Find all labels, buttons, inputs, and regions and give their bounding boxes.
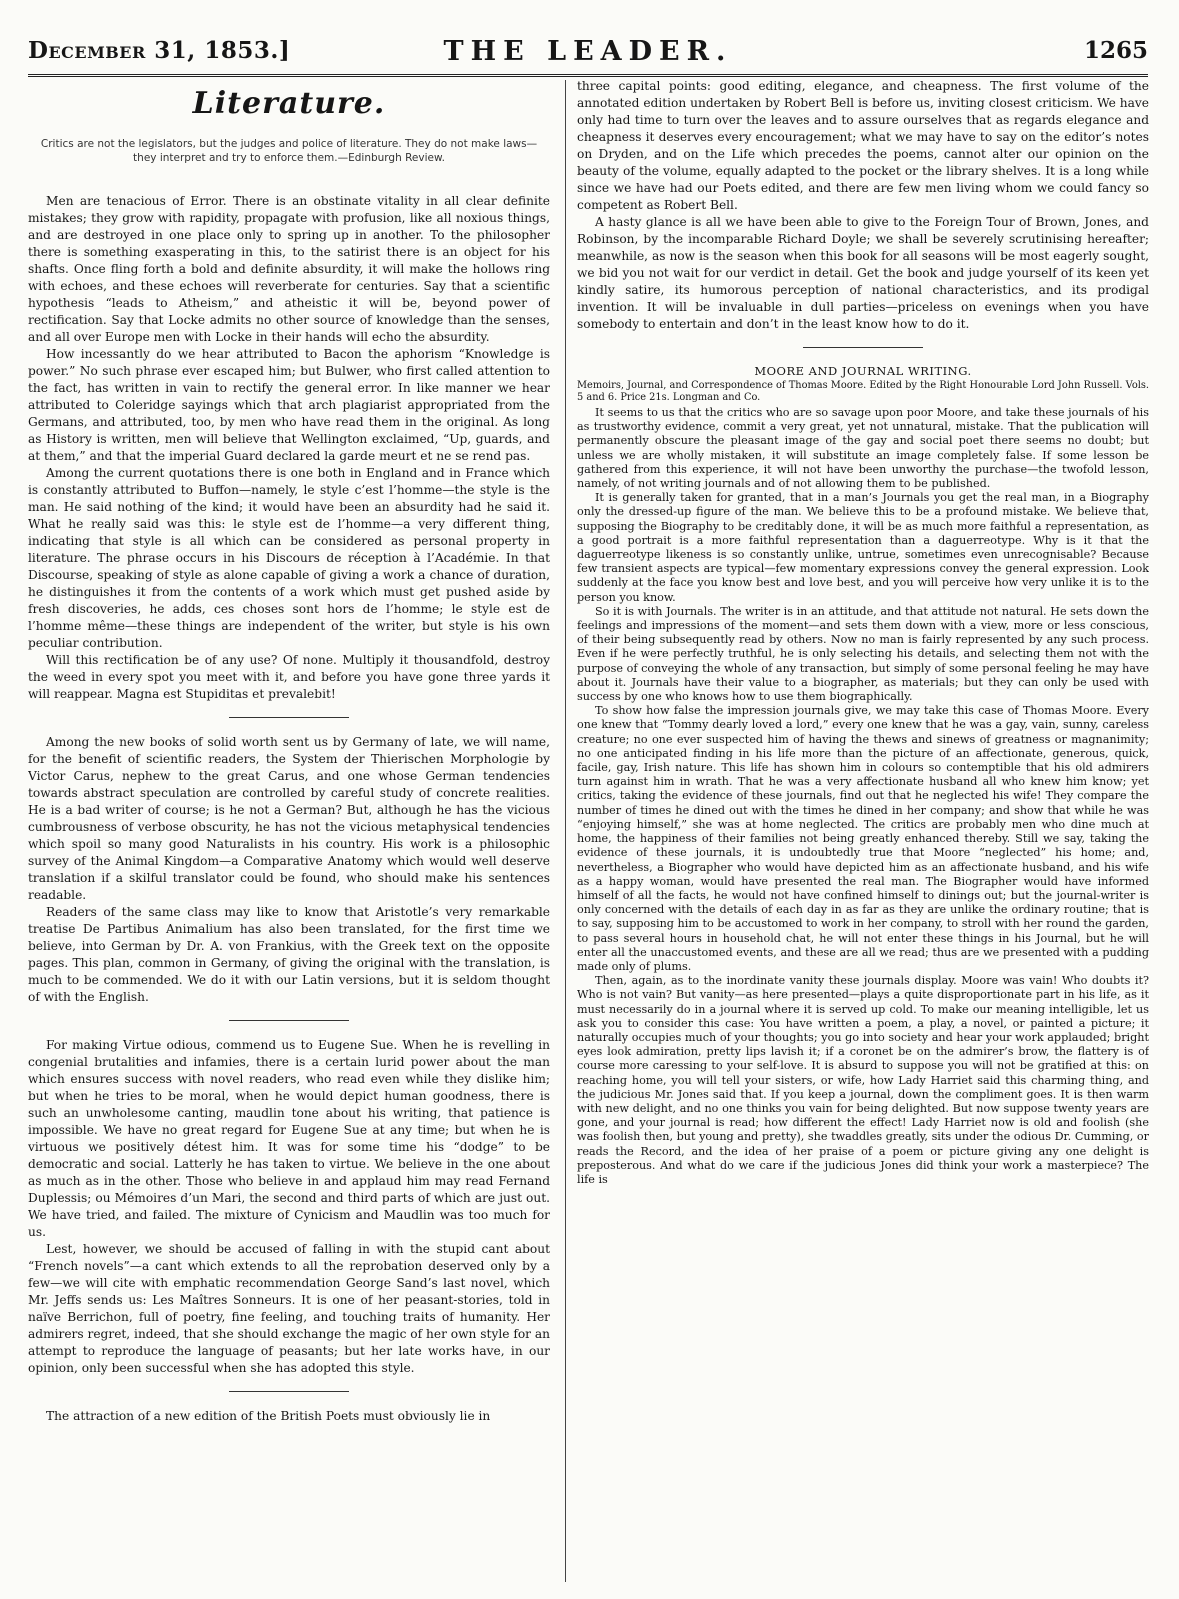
epigraph: Critics are not the legislators, but the judges and police of literature. They do not make laws—they interpret and try to enforce them.—Edinburgh Review. [40,138,538,164]
column-divider [565,80,566,1582]
paragraph: It seems to us that the critics who are so savage upon poor Moore, and take these journals of his as trustworthy evidence, commit a very great, yet not unnatural, mistake. That the publication will permanently obscure the pleasant image of the gay and social poet there seems no doubt; but unless we are wholly mistaken, it will substitute an image completely false. If some lesson be gathered from this experience, it will not have been unworthy the purchase—the twofold lesson, namely, of not writing journals and of not allowing them to be published. [577,406,1149,491]
book-citation: Memoirs, Journal, and Correspondence of Thomas Moore. Edited by the Right Honourable Lord John Russell. Vols. 5 and 6. Price 21s. Longman and Co. [577,380,1149,403]
paragraph: Readers of the same class may like to know that Aristotle’s very remarkable treatise De Partibus Animalium has also been translated, for the first time we believe, into German by Dr. A. von Frankius, with the Greek text on the opposite pages. This plan, common in Germany, of giving the original with the translation, is much to be commended. We do it with our Latin versions, but it is seldom thought of with the English. [28,905,550,1004]
article-french-novels [28,1037,550,1377]
section-divider [803,347,923,348]
section-divider [229,717,349,718]
section-heading: Literature. [192,86,386,121]
section-divider [229,1020,349,1021]
article-error [28,193,550,703]
paragraph: A hasty glance is all we have been able to give to the Foreign Tour of Brown, Jones, and Robinson, by the incomparable Richard Doyle; we shall be severely scrutinising hereafter; meanwhile, as now is the season when this book for all seasons will be most eagerly sought, we bid you not wait for our verdict in detail. Get the book and judge yourself of its keen yet kindly satire, its humorous perception of national characteristics, and its prodigal invention. It will be invaluable in dull parties—priceless on evenings when you have somebody to entertain and don’t in the least know how to do it. [577,215,1149,331]
paragraph: How incessantly do we hear attributed to Bacon the aphorism “Knowledge is power.” No such phrase ever escaped him; but Bulwer, who first called attention to the fact, has written in vain to rectify the general error. In like manner we hear attributed to Coleridge sayings which that arch plagiarist appropriated from the Germans, and attributed, too, by men who have read them in the original. As long as History is written, men will believe that Wellington exclaimed, “Up, guards, and at them,” and that the imperial Guard declared la garde meurt et ne se rend pas. [28,347,550,463]
article-german-books [28,734,550,1006]
paragraph: Will this rectification be of any use? Of none. Multiply it thousandfold, destroy the weed in every spot you meet with it, and before you have gone three yards it will reappear. Magna est Stupiditas et prevalebit! [28,653,550,701]
article-british-poets-cont [577,78,1149,333]
paragraph: For making Virtue odious, commend us to Eugene Sue. When he is revelling in congenial brutalities and infamies, there is a certain lurid power about the man which ensures success with novel readers, who read even while they dislike him; but when he tries to be moral, when he would depict human goodness, there is such an unwholesome canting, maudlin tone about his writing, that patience is impossible. We have no great regard for Eugene Sue at any time; but when he is virtuous we positively détest him. It was for some time his “dodge” to be democratic and social. Latterly he has taken to virtue. We believe in the one about as much as in the other. Those who believe in and applaud him may read Fernand Duplessis; ou Mémoires d’un Mari, the second and third parts of which are just out. We have tried, and failed. The mixture of Cynicism and Maudlin was too much for us. [28,1038,550,1239]
page-number: 1265 [1083,37,1148,64]
paragraph: Lest, however, we should be accused of falling in with the stupid cant about “French novels”—a cant which extends to all the reprobation deserved only by a few—we will cite with emphatic recommendation George Sand’s last novel, which Mr. Jeffs sends us: Les Maîtres Sonneurs. It is one of her peasant-stories, told in naïve Berrichon, full of poetry, fine feeling, and touching traits of humanity. Her admirers regret, indeed, that she should exchange the magic of her own style for an attempt to reproduce the language of peasants; but her late works have, in our opinion, only been successful when she has adopted this style. [28,1242,550,1375]
paragraph: Then, again, as to the inordinate vanity these journals display. Moore was vain! Who doubts it? Who is not vain? But vanity—as here presented—plays a quite disproportionate part in his life, as it must necessarily do in a journal where it is served up cold. To make our meaning intelligible, let us ask you to consider this case: You have written a poem, a play, a novel, or painted a picture; it naturally occupies much of your thoughts; you go into society and hear your work applauded; bright eyes look admiration, pretty lips lavish it; if a coronet be on the admirer’s brow, the flattery is of course more caressing to your self-love. It is absurd to suppose you will not be gratified at this: on reaching home, you will tell your sisters, or wife, how Lady Harriet said this charming thing, and the judicious Mr. Jones said that. If you keep a journal, down the compliment goes. It is then warm with new delight, and no one thinks you vain for being delighted. But now suppose twenty years are gone, and your journal is read; how different the effect! Lady Harriet now is old and foolish (she was foolish then, but young and pretty), she twaddles greatly, sits under the odious Dr. Cumming, or reads the Record, and the idea of her praise of a poem or picture giving any one delight is preposterous. And what do we care if the judicious Jones did think your work a masterpiece? The life is [577,974,1149,1186]
header-rule [28,74,1148,77]
left-column [28,78,550,1588]
article-moore-review [577,406,1149,1187]
paragraph: Among the current quotations there is one both in England and in France which is constantly attributed to Buffon—namely, le style c’est l’homme—the style is the man. He said nothing of the kind; it would have been an absurdity had he said it. What he really said was this: le style est de l’homme—a very different thing, indicating that style is all which can be considered as personal property in literature. The phrase occurs in his Discours de réception à l’Académie. In that Discourse, speaking of style as alone capable of giving a work a chance of duration, he distinguishes it from the contents of a work which must get pushed aside by fresh discoveries, he adds, ces choses sont hors de l’homme; le style est de l’homme même—these things are independent of the writer, but style is his own peculiar contribution. [28,466,550,650]
paragraph: Among the new books of solid worth sent us by Germany of late, we will name, for the benefit of scientific readers, the System der Thierischen Morphologie by Victor Carus, nephew to the great Carus, and one whose German tendencies towards abstract speculation are controlled by careful study of concrete realities. He is a bad writer of course; is he not a German? But, although he has the vicious cumbrousness of verbose obscurity, he has not the vicious metaphysical tendencies which spoil so many good Naturalists in his country. His work is a philosophic survey of the Animal Kingdom—a Comparative Anatomy which would well deserve translation if a skilful translator could be found, who should make his sentences readable. [28,735,550,902]
issue-date: December 31, 1853.] [28,37,291,64]
paragraph: three capital points: good editing, elegance, and cheapness. The first volume of the annotated edition undertaken by Robert Bell is before us, inviting closest criticism. We have only had time to turn over the leaves and to assure ourselves that as regards elegance and cheapness it deserves every encouragement; what we may have to say on the editor’s notes on Dryden, and on the Life which precedes the poems, cannot alter our opinion on the beauty of the volume, equally adapted to the pocket or the library shelves. It is a long while since we have had our Poets edited, and there are few men living whom we could fancy so competent as Robert Bell. [577,79,1149,212]
page-header [28,31,1148,71]
paragraph: The attraction of a new edition of the British Poets must obviously lie in [46,1409,491,1423]
article-british-poets-start [28,1408,550,1425]
paragraph: To show how false the impression journals give, we may take this case of Thomas Moore. Every one knew that “Tommy dearly loved a lord,” every one knew that he was a gay, vain, sunny, careless creature; no one ever suspected him of having the thews and sinews of greatness or magnanimity; no one anticipated finding in his life more than the picture of an affectionate, generous, quick, facile, gay, Irish nature. This life has shown him in colours so contemptible that his old admirers turn against him in wrath. That he was a very affectionate husband all who knew him know; yet critics, taking the evidence of these journals, find out that he neglected his wife! They compare the number of times he dined out with the times he dined in her company; and show that while he was “enjoying himself,” she was at home neglected. The critics are probably men who dine much at home, the happiness of their families not being greatly enhanced thereby. Still we say, taking the evidence of these journals, it is undoubtedly true that Moore “neglected” his home; and, nevertheless, a Biographer who would have depicted him as an affectionate husband, and his wife as a happy woman, would have presented the real man. The Biographer would have informed himself of all the facts, he would not have confined himself to dinings out; but the journal-writer is only concerned with the details of each day in as far as they are unlike the ordinary routine; that is to say, supposing him to be accustomed to work in her company, to stroll with her round the garden, to pass several hours in household chat, he will not enter these things in his Journal, but he will enter all the unaccustomed events, and these are all we read; thus are we presented with a pudding made only of plums. [577,704,1149,973]
masthead-title: THE LEADER. [443,36,733,67]
paragraph: So it is with Journals. The writer is in an attitude, and that attitude not natural. He sets down the feelings and impressions of the moment—and sets them down with a view, more or less conscious, of their being subsequently read by others. Now no man is fairly represented by any such process. Even if he were perfectly truthful, he is only selecting his details, and selecting them not with the purpose of conveying the whole of any transaction, but simply of some personal feeling he may have about it. Journals have their value to a biographer, as materials; but they can only be used with success by one who knows how to use them biographically. [577,604,1149,704]
right-column [577,78,1149,1588]
section-divider [229,1391,349,1392]
paragraph: Men are tenacious of Error. There is an obstinate vitality in all clear definite mistakes; they grow with rapidity, propagate with profusion, like all noxious things, and are destroyed in one place only to spring up in another. To the philosopher there is something exasperating in this, to the satirist there is an object for his shafts. Once fling forth a bold and definite absurdity, it will make the hollows ring with echoes, and these echoes will reverberate for centuries. Say that a scientific hypothesis “leads to Atheism,” and atheistic it will be, beyond power of rectification. Say that Locke admits no other source of knowledge than the senses, and all over Europe men with Locke in their hands will echo the absurdity. [28,194,550,344]
paragraph: It is generally taken for granted, that in a man’s Journals you get the real man, in a Biography only the dressed-up figure of the man. We believe this to be a profound mistake. We believe that, supposing the Biography to be creditably done, it will be as much more faithful a representation, as a good portrait is a more faithful representation than a daguerreotype. Why is it that the daguerreotype likeness is so constantly unlike, untrue, sometimes even unrecognisable? Because few transient aspects are typical—few momentary expressions convey the general expression. Look suddenly at the face you know best and love best, and you will perceive how very unlike it is to the person you know. [577,491,1149,604]
review-title: MOORE AND JOURNAL WRITING. [754,364,972,378]
